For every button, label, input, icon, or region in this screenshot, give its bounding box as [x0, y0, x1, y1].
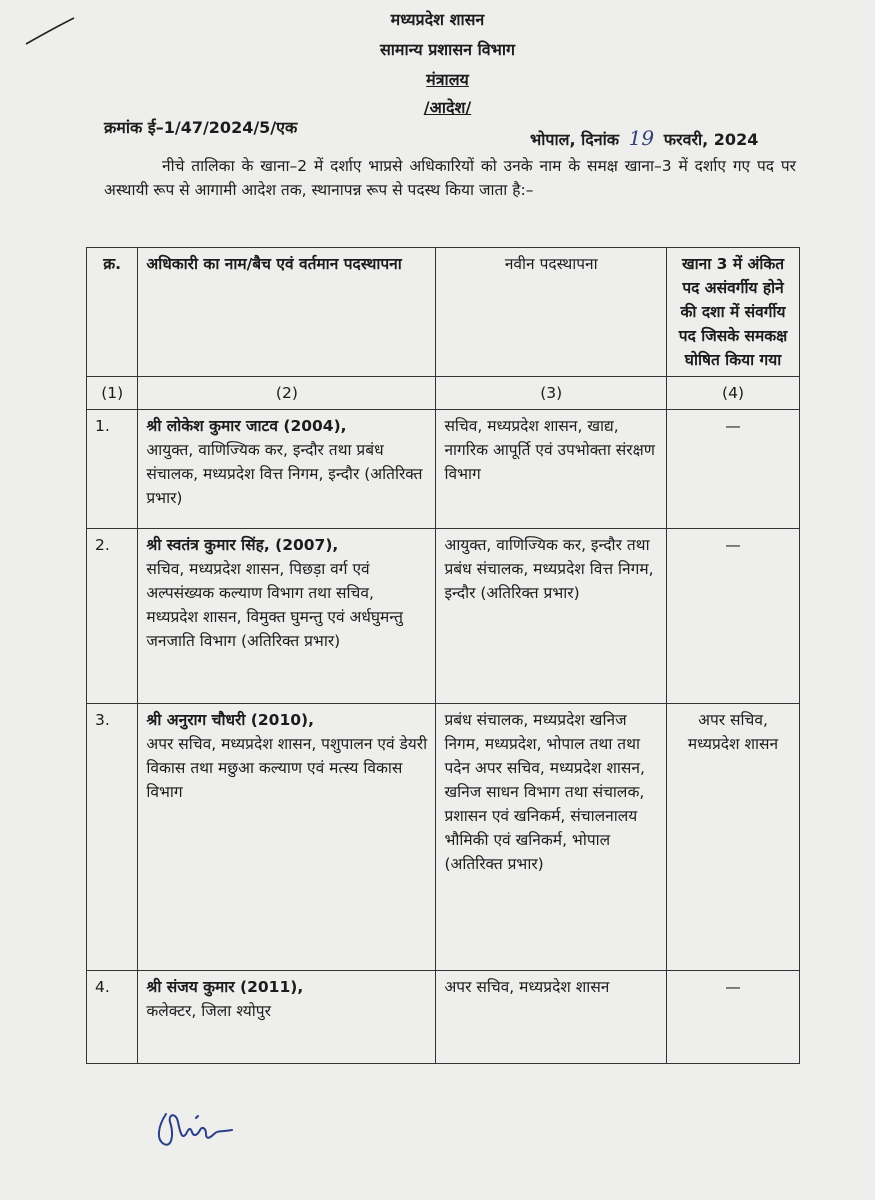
- header-new-posting: नवीन पदस्थापना: [436, 248, 667, 377]
- header-order-title: /आदेश/: [423, 98, 472, 117]
- signature: [152, 1104, 242, 1154]
- table-header-row: [87, 248, 800, 377]
- row-serial: 4.: [87, 971, 138, 1064]
- equivalent-post: —: [667, 410, 800, 529]
- new-posting: प्रबंध संचालक, मध्यप्रदेश खनिज निगम, मध्यप्रदेश, भोपाल तथा तथा पदेन अपर सचिव, मध्यप्रदेश शासन, खनिज साधन विभाग तथा संचालक, प्रशासन एवं खनिकर्म, संचालनालय भौमिकी एवं खनिकर्म, भोपाल (अतिरिक्त प्रभार): [436, 704, 667, 971]
- equivalent-post: अपर सचिव, मध्यप्रदेश शासन: [667, 704, 800, 971]
- column-number-row: [87, 377, 800, 410]
- officer-current-posting: कलेक्टर, जिला श्योपुर: [146, 1002, 271, 1020]
- table-row: [87, 704, 800, 971]
- equivalent-post: —: [667, 971, 800, 1064]
- header-state: मध्यप्रदेश शासन: [390, 10, 485, 29]
- header-ministry: मंत्रालय: [426, 70, 469, 89]
- officer-name: श्री संजय कुमार (2011),: [146, 978, 304, 996]
- header-officer: अधिकारी का नाम/बैच एवं वर्तमान पदस्थापना: [138, 248, 436, 377]
- officer-name: श्री लोकेश कुमार जाटव (2004),: [146, 417, 347, 435]
- header-serial: क्र.: [87, 248, 138, 377]
- officer-current-posting: आयुक्त, वाणिज्यिक कर, इन्दौर तथा प्रबंध संचालक, मध्यप्रदेश वित्त निगम, इन्दौर (अतिरिक्त प्रभार): [146, 441, 423, 507]
- officer-cell: [138, 704, 436, 971]
- column-number: (2): [138, 377, 436, 410]
- new-posting: आयुक्त, वाणिज्यिक कर, इन्दौर तथा प्रबंध संचालक, मध्यप्रदेश वित्त निगम, इन्दौर (अतिरिक्त प्रभार): [436, 529, 667, 704]
- new-posting: सचिव, मध्यप्रदेश शासन, खाद्य, नागरिक आपूर्ति एवं उपभोक्ता संरक्षण विभाग: [436, 410, 667, 529]
- date-prefix: भोपाल, दिनांक: [530, 130, 620, 149]
- table-row: [87, 410, 800, 529]
- officer-name: श्री अनुराग चौधरी (2010),: [146, 711, 315, 729]
- officer-name: श्री स्वतंत्र कुमार सिंह, (2007),: [146, 536, 339, 554]
- row-serial: 1.: [87, 410, 138, 529]
- table-row: [87, 529, 800, 704]
- date-line: [530, 126, 758, 150]
- officer-current-posting: सचिव, मध्यप्रदेश शासन, पिछड़ा वर्ग एवं अल्पसंख्यक कल्याण विभाग तथा सचिव, मध्यप्रदेश शासन, विमुक्त घुमन्तु एवं अर्धघुमन्तु जनजाति विभाग (अतिरिक्त प्रभार): [146, 560, 403, 650]
- row-serial: 3.: [87, 704, 138, 971]
- column-number: (3): [436, 377, 667, 410]
- officer-cell: [138, 529, 436, 704]
- new-posting: अपर सचिव, मध्यप्रदेश शासन: [436, 971, 667, 1064]
- header-equivalent-post: खाना 3 में अंकित पद असंवर्गीय होने की दशा में संवर्गीय पद जिसके समकक्ष घोषित किया गया: [667, 248, 800, 377]
- date-day-handwritten: 19: [628, 126, 655, 150]
- equivalent-post: —: [667, 529, 800, 704]
- date-month-year: फरवरी, 2024: [663, 130, 759, 149]
- officer-cell: [138, 971, 436, 1064]
- column-number: (1): [87, 377, 138, 410]
- posting-table: [86, 247, 800, 1064]
- officer-cell: [138, 410, 436, 529]
- row-serial: 2.: [87, 529, 138, 704]
- column-number: (4): [667, 377, 800, 410]
- intro-paragraph: नीचे तालिका के खाना–2 में दर्शाए भाप्रसे अधिकारियों को उनके नाम के समक्ष खाना–3 में दर्शाए गए पद पर अस्थायी रूप से आगामी आदेश तक, स्थानापन्न रूप से पदस्थ किया जाता है:–: [104, 157, 796, 199]
- order-number: क्रमांक ई–1/47/2024/5/एक: [104, 118, 298, 137]
- table-row: [87, 971, 800, 1064]
- officer-current-posting: अपर सचिव, मध्यप्रदेश शासन, पशुपालन एवं डेयरी विकास तथा मछुआ कल्याण एवं मत्स्य विकास विभाग: [146, 735, 428, 801]
- header-department: सामान्य प्रशासन विभाग: [379, 40, 516, 59]
